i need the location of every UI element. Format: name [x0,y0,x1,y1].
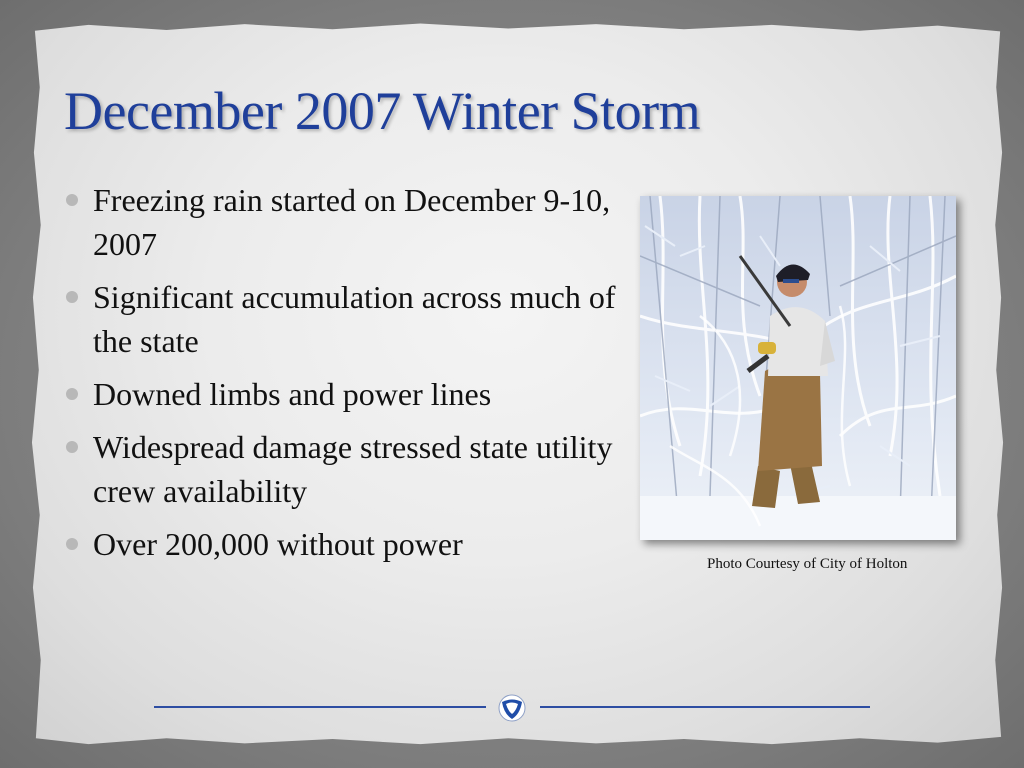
bullet-text: Freezing rain started on December 9-10, 2007 [93,182,611,262]
bullet-text: Significant accumulation across much of the state [93,279,616,359]
bullet-list [64,178,624,575]
bullet-icon [66,291,78,303]
photo-caption: Photo Courtesy of City of Holton [707,556,908,572]
footer-divider-left [154,706,486,708]
bullet-item [64,425,624,513]
bullet-text: Widespread damage stressed state utility crew availability [93,429,613,509]
bullet-icon [66,194,78,206]
shield-logo-icon [498,694,526,722]
slide-title: December 2007 Winter Storm [64,81,701,141]
bullet-item [64,275,624,363]
bullet-icon [66,388,78,400]
bullet-item [64,522,624,566]
bullet-text: Downed limbs and power lines [93,376,492,412]
bullet-item [64,178,624,266]
bullet-item [64,372,624,416]
footer-divider-right [540,706,870,708]
ice-storm-photo [640,196,956,540]
bullet-text: Over 200,000 without power [93,526,463,562]
bullet-icon [66,538,78,550]
bullet-icon [66,441,78,453]
